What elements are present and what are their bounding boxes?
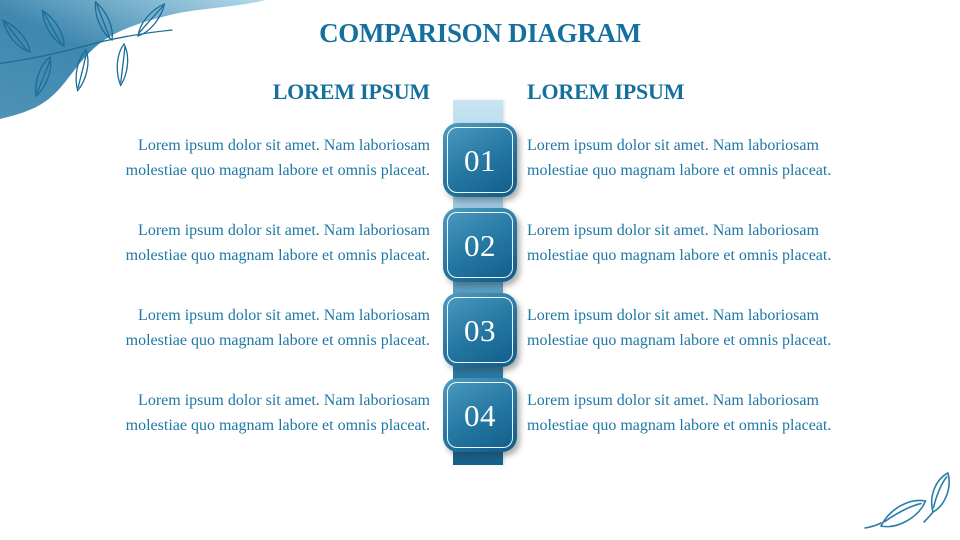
left-item-3: Lorem ipsum dolor sit amet. Nam laboriosam molestiae quo magnam labore et omnis placeat.: [125, 307, 430, 349]
step-number: 02: [464, 227, 496, 263]
step-square-04: [443, 378, 517, 452]
step-square-01: [443, 123, 517, 197]
step-square-02: [443, 208, 517, 282]
left-item-4: Lorem ipsum dolor sit amet. Nam laboriosam molestiae quo magnam labore et omnis placeat.: [125, 392, 430, 434]
right-item-2: Lorem ipsum dolor sit amet. Nam laboriosam molestiae quo magnam labore et omnis placeat.: [527, 222, 832, 264]
right-item-4: Lorem ipsum dolor sit amet. Nam laboriosam molestiae quo magnam labore et omnis placeat.: [527, 392, 832, 434]
right-item-1: Lorem ipsum dolor sit amet. Nam laboriosam molestiae quo magnam labore et omnis placeat.: [527, 137, 832, 179]
leaf-pair-icon: [853, 448, 960, 540]
left-item-1: Lorem ipsum dolor sit amet. Nam laboriosam molestiae quo magnam labore et omnis placeat.: [125, 137, 430, 179]
left-item-2: Lorem ipsum dolor sit amet. Nam laboriosam molestiae quo magnam labore et omnis placeat.: [125, 222, 430, 264]
step-number: 04: [464, 397, 496, 433]
right-column-header: LOREM IPSUM: [527, 79, 685, 104]
page-title: COMPARISON DIAGRAM: [319, 18, 641, 48]
step-number: 01: [464, 142, 496, 178]
step-number: 03: [464, 312, 496, 348]
step-square-03: [443, 293, 517, 367]
left-column-header: LOREM IPSUM: [272, 79, 430, 104]
right-item-3: Lorem ipsum dolor sit amet. Nam laboriosam molestiae quo magnam labore et omnis placeat.: [527, 307, 832, 349]
